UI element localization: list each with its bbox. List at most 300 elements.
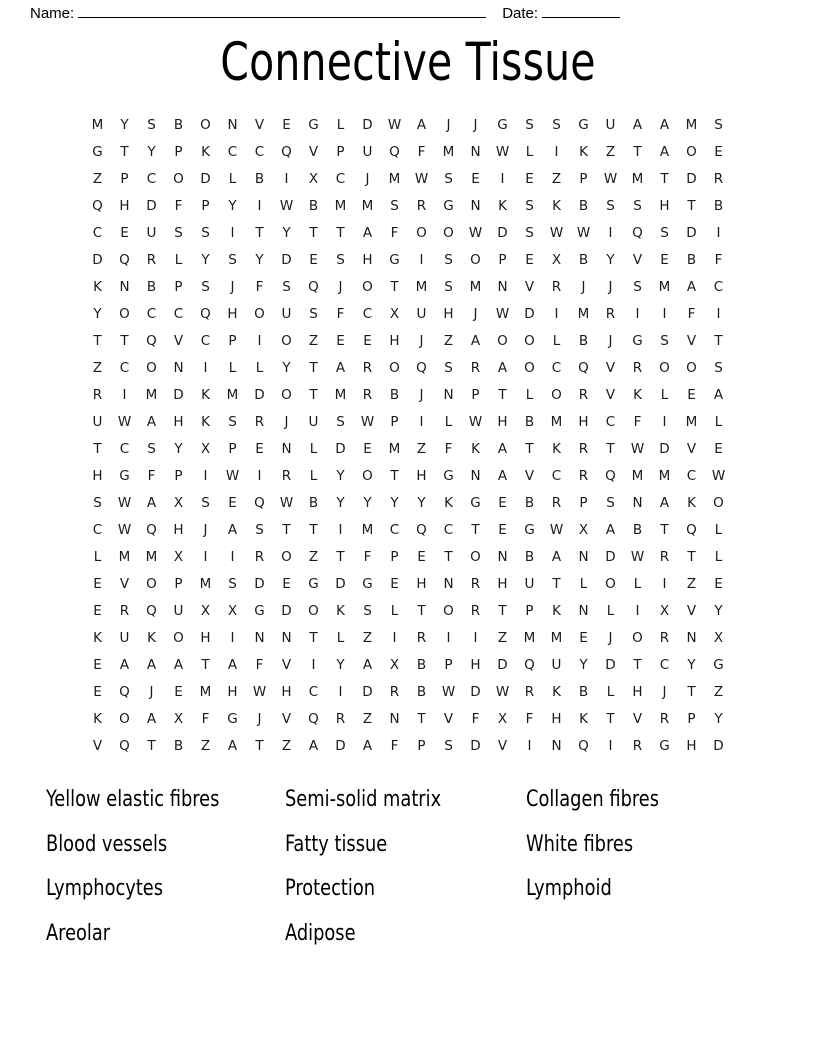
grid-cell[interactable]: B bbox=[524, 548, 535, 565]
grid-cell[interactable]: M bbox=[226, 386, 239, 403]
grid-cell[interactable]: P bbox=[444, 656, 453, 673]
grid-cell[interactable]: O bbox=[200, 116, 211, 133]
grid-cell[interactable]: C bbox=[335, 170, 346, 187]
grid-cell[interactable]: P bbox=[228, 440, 237, 457]
grid-cell[interactable]: D bbox=[470, 737, 481, 754]
grid-cell[interactable]: I bbox=[338, 683, 343, 700]
grid-cell[interactable]: L bbox=[336, 116, 345, 133]
grid-cell[interactable]: Q bbox=[578, 359, 589, 376]
grid-cell[interactable]: Q bbox=[389, 143, 400, 160]
grid-cell[interactable]: I bbox=[554, 143, 559, 160]
grid-cell[interactable]: J bbox=[149, 683, 154, 700]
grid-cell[interactable]: F bbox=[147, 467, 156, 484]
grid-cell[interactable]: F bbox=[687, 305, 696, 322]
grid-cell[interactable]: Q bbox=[605, 467, 616, 484]
grid-cell[interactable]: A bbox=[497, 359, 508, 376]
grid-cell[interactable]: E bbox=[471, 170, 480, 187]
grid-cell[interactable]: O bbox=[281, 548, 292, 565]
grid-cell[interactable]: I bbox=[230, 629, 235, 646]
grid-cell[interactable]: X bbox=[713, 629, 724, 646]
grid-cell[interactable]: A bbox=[335, 359, 346, 376]
grid-cell[interactable]: S bbox=[525, 224, 534, 241]
grid-cell[interactable]: Z bbox=[551, 170, 562, 187]
grid-cell[interactable]: H bbox=[497, 413, 508, 430]
grid-cell[interactable]: R bbox=[254, 548, 265, 565]
grid-cell[interactable]: N bbox=[551, 737, 562, 754]
grid-cell[interactable]: H bbox=[227, 683, 238, 700]
grid-cell[interactable]: O bbox=[308, 602, 319, 619]
grid-cell[interactable]: M bbox=[199, 683, 212, 700]
grid-cell[interactable]: W bbox=[252, 683, 267, 700]
grid-cell[interactable]: G bbox=[254, 602, 265, 619]
grid-cell[interactable]: T bbox=[255, 737, 264, 754]
grid-cell[interactable]: G bbox=[524, 521, 535, 538]
grid-cell[interactable]: M bbox=[334, 197, 347, 214]
grid-cell[interactable]: M bbox=[685, 413, 698, 430]
grid-cell[interactable]: K bbox=[498, 197, 507, 214]
grid-cell[interactable]: J bbox=[257, 710, 262, 727]
grid-cell[interactable]: O bbox=[146, 359, 157, 376]
word-list-item[interactable]: White fibres bbox=[526, 831, 634, 857]
grid-cell[interactable]: E bbox=[93, 656, 102, 673]
grid-cell[interactable]: D bbox=[281, 602, 292, 619]
grid-cell[interactable]: O bbox=[470, 548, 481, 565]
grid-cell[interactable]: W bbox=[360, 413, 375, 430]
grid-cell[interactable]: R bbox=[605, 305, 616, 322]
grid-cell[interactable]: C bbox=[227, 143, 238, 160]
grid-cell[interactable]: R bbox=[713, 170, 724, 187]
grid-cell[interactable]: V bbox=[686, 440, 697, 457]
grid-cell[interactable]: R bbox=[632, 737, 643, 754]
grid-cell[interactable]: N bbox=[281, 440, 292, 457]
grid-cell[interactable]: H bbox=[443, 305, 454, 322]
grid-cell[interactable]: C bbox=[659, 656, 670, 673]
grid-cell[interactable]: K bbox=[336, 602, 345, 619]
grid-cell[interactable]: E bbox=[525, 170, 534, 187]
grid-cell[interactable]: D bbox=[659, 440, 670, 457]
grid-cell[interactable]: P bbox=[201, 197, 210, 214]
grid-cell[interactable]: T bbox=[93, 332, 102, 349]
grid-cell[interactable]: Q bbox=[632, 224, 643, 241]
grid-cell[interactable]: S bbox=[660, 224, 669, 241]
grid-cell[interactable]: Y bbox=[336, 656, 345, 673]
grid-cell[interactable]: E bbox=[309, 251, 318, 268]
grid-cell[interactable]: H bbox=[389, 332, 400, 349]
grid-cell[interactable]: K bbox=[633, 386, 642, 403]
grid-cell[interactable]: M bbox=[145, 548, 158, 565]
grid-cell[interactable]: E bbox=[120, 224, 129, 241]
grid-cell[interactable]: P bbox=[336, 143, 345, 160]
grid-cell[interactable]: P bbox=[579, 170, 588, 187]
grid-cell[interactable]: Y bbox=[714, 710, 723, 727]
grid-cell[interactable]: T bbox=[525, 440, 534, 457]
grid-cell[interactable]: L bbox=[309, 440, 318, 457]
grid-cell[interactable]: W bbox=[414, 170, 429, 187]
grid-cell[interactable]: P bbox=[174, 143, 183, 160]
grid-cell[interactable]: L bbox=[606, 683, 615, 700]
grid-cell[interactable]: Q bbox=[200, 305, 211, 322]
grid-cell[interactable]: K bbox=[93, 710, 102, 727]
grid-cell[interactable]: J bbox=[230, 278, 235, 295]
grid-cell[interactable]: S bbox=[390, 197, 399, 214]
grid-cell[interactable]: V bbox=[524, 467, 535, 484]
grid-cell[interactable]: F bbox=[336, 305, 345, 322]
grid-cell[interactable]: P bbox=[174, 467, 183, 484]
word-list-item[interactable]: Yellow elastic fibres bbox=[46, 787, 220, 812]
grid-cell[interactable]: P bbox=[498, 251, 507, 268]
grid-cell[interactable]: T bbox=[498, 602, 507, 619]
grid-cell[interactable]: U bbox=[605, 116, 616, 133]
grid-cell[interactable]: O bbox=[605, 575, 616, 592]
grid-cell[interactable]: W bbox=[117, 494, 132, 511]
grid-cell[interactable]: K bbox=[552, 683, 561, 700]
grid-cell[interactable]: T bbox=[309, 359, 318, 376]
grid-cell[interactable]: X bbox=[497, 710, 508, 727]
grid-cell[interactable]: G bbox=[578, 116, 589, 133]
grid-cell[interactable]: L bbox=[660, 386, 669, 403]
grid-cell[interactable]: W bbox=[468, 224, 483, 241]
grid-cell[interactable]: W bbox=[117, 521, 132, 538]
grid-cell[interactable]: Z bbox=[362, 710, 373, 727]
grid-cell[interactable]: Z bbox=[443, 332, 454, 349]
grid-cell[interactable]: L bbox=[228, 359, 237, 376]
grid-cell[interactable]: H bbox=[497, 575, 508, 592]
grid-cell[interactable]: S bbox=[714, 359, 723, 376]
grid-cell[interactable]: B bbox=[578, 683, 589, 700]
grid-cell[interactable]: A bbox=[497, 467, 508, 484]
grid-cell[interactable]: A bbox=[605, 521, 616, 538]
grid-cell[interactable]: S bbox=[93, 494, 102, 511]
grid-cell[interactable]: A bbox=[470, 332, 481, 349]
grid-cell[interactable]: F bbox=[417, 143, 426, 160]
grid-cell[interactable]: U bbox=[524, 575, 535, 592]
grid-cell[interactable]: I bbox=[338, 521, 343, 538]
grid-cell[interactable]: C bbox=[362, 305, 373, 322]
grid-cell[interactable]: D bbox=[497, 656, 508, 673]
grid-cell[interactable]: L bbox=[633, 575, 642, 592]
grid-cell[interactable]: S bbox=[714, 116, 723, 133]
grid-cell[interactable]: H bbox=[173, 521, 184, 538]
grid-cell[interactable]: E bbox=[228, 494, 237, 511]
grid-cell[interactable]: X bbox=[200, 440, 211, 457]
grid-cell[interactable]: L bbox=[174, 251, 183, 268]
word-search-grid[interactable] bbox=[84, 112, 732, 760]
grid-cell[interactable]: T bbox=[309, 224, 318, 241]
grid-cell[interactable]: F bbox=[390, 737, 399, 754]
grid-cell[interactable]: E bbox=[714, 143, 723, 160]
grid-cell[interactable]: T bbox=[390, 278, 399, 295]
grid-cell[interactable]: U bbox=[281, 305, 292, 322]
grid-cell[interactable]: A bbox=[416, 116, 427, 133]
grid-cell[interactable]: Q bbox=[119, 251, 130, 268]
grid-cell[interactable]: Y bbox=[417, 494, 426, 511]
grid-cell[interactable]: H bbox=[578, 413, 589, 430]
grid-cell[interactable]: N bbox=[227, 116, 238, 133]
grid-cell[interactable]: W bbox=[441, 683, 456, 700]
grid-cell[interactable]: Y bbox=[174, 440, 183, 457]
grid-cell[interactable]: V bbox=[686, 332, 697, 349]
grid-cell[interactable]: A bbox=[173, 656, 184, 673]
grid-cell[interactable]: O bbox=[497, 332, 508, 349]
grid-cell[interactable]: F bbox=[471, 710, 480, 727]
grid-cell[interactable]: W bbox=[549, 224, 564, 241]
grid-cell[interactable]: Z bbox=[281, 737, 292, 754]
grid-cell[interactable]: T bbox=[687, 548, 696, 565]
grid-cell[interactable]: D bbox=[362, 116, 373, 133]
grid-cell[interactable]: V bbox=[632, 251, 643, 268]
grid-cell[interactable]: Z bbox=[416, 440, 427, 457]
grid-cell[interactable]: Q bbox=[281, 143, 292, 160]
grid-cell[interactable]: M bbox=[523, 629, 536, 646]
grid-cell[interactable]: I bbox=[662, 305, 667, 322]
grid-cell[interactable]: I bbox=[527, 737, 532, 754]
grid-cell[interactable]: E bbox=[93, 575, 102, 592]
grid-cell[interactable]: W bbox=[630, 440, 645, 457]
grid-cell[interactable]: A bbox=[659, 143, 670, 160]
grid-cell[interactable]: N bbox=[119, 278, 130, 295]
grid-cell[interactable]: X bbox=[173, 494, 184, 511]
grid-cell[interactable]: T bbox=[687, 197, 696, 214]
grid-cell[interactable]: T bbox=[309, 521, 318, 538]
grid-cell[interactable]: Q bbox=[146, 521, 157, 538]
grid-cell[interactable]: T bbox=[336, 548, 345, 565]
grid-cell[interactable]: F bbox=[390, 224, 399, 241]
grid-cell[interactable]: D bbox=[713, 737, 724, 754]
grid-cell[interactable]: I bbox=[662, 575, 667, 592]
grid-cell[interactable]: V bbox=[254, 116, 265, 133]
grid-cell[interactable]: O bbox=[389, 359, 400, 376]
grid-cell[interactable]: A bbox=[146, 413, 157, 430]
grid-cell[interactable]: S bbox=[444, 737, 453, 754]
grid-cell[interactable]: N bbox=[443, 575, 454, 592]
name-write-line[interactable] bbox=[78, 6, 486, 18]
grid-cell[interactable]: N bbox=[443, 386, 454, 403]
grid-cell[interactable]: K bbox=[687, 494, 696, 511]
grid-cell[interactable]: V bbox=[632, 710, 643, 727]
grid-cell[interactable]: I bbox=[284, 170, 289, 187]
grid-cell[interactable]: Z bbox=[308, 332, 319, 349]
grid-cell[interactable]: O bbox=[281, 332, 292, 349]
grid-cell[interactable]: K bbox=[93, 629, 102, 646]
grid-cell[interactable]: T bbox=[417, 710, 426, 727]
grid-cell[interactable]: N bbox=[578, 548, 589, 565]
grid-cell[interactable]: O bbox=[416, 224, 427, 241]
grid-cell[interactable]: I bbox=[203, 548, 208, 565]
grid-cell[interactable]: M bbox=[361, 197, 374, 214]
grid-cell[interactable]: D bbox=[362, 683, 373, 700]
grid-cell[interactable]: Q bbox=[146, 332, 157, 349]
grid-cell[interactable]: W bbox=[549, 521, 564, 538]
grid-cell[interactable]: R bbox=[632, 359, 643, 376]
grid-cell[interactable]: R bbox=[524, 683, 535, 700]
grid-cell[interactable]: C bbox=[173, 305, 184, 322]
grid-cell[interactable]: V bbox=[605, 359, 616, 376]
grid-cell[interactable]: J bbox=[338, 278, 343, 295]
grid-cell[interactable]: E bbox=[498, 521, 507, 538]
grid-cell[interactable]: O bbox=[713, 494, 724, 511]
grid-cell[interactable]: G bbox=[497, 116, 508, 133]
grid-cell[interactable]: O bbox=[686, 143, 697, 160]
grid-cell[interactable]: A bbox=[146, 710, 157, 727]
grid-cell[interactable]: N bbox=[173, 359, 184, 376]
grid-cell[interactable]: A bbox=[686, 278, 697, 295]
word-list-item[interactable]: Blood vessels bbox=[46, 831, 168, 857]
grid-cell[interactable]: T bbox=[444, 548, 453, 565]
grid-cell[interactable]: C bbox=[389, 521, 400, 538]
grid-cell[interactable]: A bbox=[308, 737, 319, 754]
grid-cell[interactable]: P bbox=[471, 386, 480, 403]
grid-cell[interactable]: Q bbox=[524, 656, 535, 673]
grid-cell[interactable]: B bbox=[416, 656, 427, 673]
grid-cell[interactable]: O bbox=[281, 386, 292, 403]
grid-cell[interactable]: H bbox=[92, 467, 103, 484]
grid-cell[interactable]: I bbox=[716, 224, 721, 241]
grid-cell[interactable]: A bbox=[362, 656, 373, 673]
grid-cell[interactable]: L bbox=[309, 467, 318, 484]
grid-cell[interactable]: A bbox=[551, 548, 562, 565]
grid-cell[interactable]: L bbox=[255, 359, 264, 376]
word-list-item[interactable]: Lymphocytes bbox=[46, 876, 164, 901]
grid-cell[interactable]: N bbox=[578, 602, 589, 619]
grid-cell[interactable]: M bbox=[631, 170, 644, 187]
grid-cell[interactable]: I bbox=[419, 413, 424, 430]
grid-cell[interactable]: M bbox=[91, 116, 104, 133]
grid-cell[interactable]: N bbox=[497, 278, 508, 295]
grid-cell[interactable]: H bbox=[551, 710, 562, 727]
grid-cell[interactable]: N bbox=[470, 143, 481, 160]
grid-cell[interactable]: S bbox=[174, 224, 183, 241]
grid-cell[interactable]: I bbox=[257, 197, 262, 214]
grid-cell[interactable]: Q bbox=[416, 521, 427, 538]
word-list-item[interactable]: Adipose bbox=[285, 920, 356, 946]
grid-cell[interactable]: F bbox=[201, 710, 210, 727]
grid-cell[interactable]: F bbox=[255, 278, 264, 295]
grid-cell[interactable]: G bbox=[470, 494, 481, 511]
grid-cell[interactable]: Y bbox=[336, 494, 345, 511]
grid-cell[interactable]: G bbox=[362, 575, 373, 592]
grid-cell[interactable]: O bbox=[254, 305, 265, 322]
grid-cell[interactable]: V bbox=[281, 710, 292, 727]
grid-cell[interactable]: J bbox=[662, 683, 667, 700]
grid-cell[interactable]: N bbox=[632, 494, 643, 511]
grid-cell[interactable]: W bbox=[225, 467, 240, 484]
grid-cell[interactable]: C bbox=[686, 467, 697, 484]
grid-cell[interactable]: R bbox=[416, 197, 427, 214]
grid-cell[interactable]: S bbox=[309, 305, 318, 322]
grid-cell[interactable]: E bbox=[714, 575, 723, 592]
grid-cell[interactable]: R bbox=[335, 710, 346, 727]
grid-cell[interactable]: E bbox=[687, 386, 696, 403]
grid-cell[interactable]: I bbox=[608, 737, 613, 754]
grid-cell[interactable]: S bbox=[606, 197, 615, 214]
grid-cell[interactable]: I bbox=[473, 629, 478, 646]
grid-cell[interactable]: M bbox=[361, 521, 374, 538]
grid-cell[interactable]: O bbox=[362, 278, 373, 295]
grid-cell[interactable]: C bbox=[119, 359, 130, 376]
grid-cell[interactable]: A bbox=[362, 224, 373, 241]
grid-cell[interactable]: D bbox=[173, 386, 184, 403]
grid-cell[interactable]: W bbox=[279, 197, 294, 214]
grid-cell[interactable]: M bbox=[145, 386, 158, 403]
grid-cell[interactable]: M bbox=[685, 116, 698, 133]
grid-cell[interactable]: P bbox=[390, 413, 399, 430]
grid-cell[interactable]: J bbox=[284, 413, 289, 430]
grid-cell[interactable]: Q bbox=[119, 683, 130, 700]
grid-cell[interactable]: O bbox=[173, 170, 184, 187]
grid-cell[interactable]: A bbox=[497, 440, 508, 457]
grid-cell[interactable]: G bbox=[443, 467, 454, 484]
grid-cell[interactable]: S bbox=[552, 116, 561, 133]
grid-cell[interactable]: D bbox=[200, 170, 211, 187]
grid-cell[interactable]: N bbox=[281, 629, 292, 646]
grid-cell[interactable]: T bbox=[606, 440, 615, 457]
grid-cell[interactable]: T bbox=[309, 386, 318, 403]
grid-cell[interactable]: T bbox=[255, 224, 264, 241]
grid-cell[interactable]: H bbox=[632, 683, 643, 700]
grid-cell[interactable]: I bbox=[608, 224, 613, 241]
grid-cell[interactable]: S bbox=[444, 359, 453, 376]
grid-cell[interactable]: R bbox=[389, 683, 400, 700]
grid-cell[interactable]: L bbox=[444, 413, 453, 430]
grid-cell[interactable]: V bbox=[524, 278, 535, 295]
word-list-item[interactable]: Fatty tissue bbox=[285, 831, 388, 857]
grid-cell[interactable]: N bbox=[470, 197, 481, 214]
grid-cell[interactable]: Y bbox=[687, 656, 696, 673]
grid-cell[interactable]: L bbox=[228, 170, 237, 187]
grid-cell[interactable]: V bbox=[497, 737, 508, 754]
grid-cell[interactable]: P bbox=[417, 737, 426, 754]
grid-cell[interactable]: K bbox=[471, 440, 480, 457]
grid-cell[interactable]: B bbox=[389, 386, 400, 403]
grid-cell[interactable]: G bbox=[119, 467, 130, 484]
grid-cell[interactable]: P bbox=[120, 170, 129, 187]
grid-cell[interactable]: T bbox=[498, 386, 507, 403]
grid-cell[interactable]: I bbox=[203, 359, 208, 376]
grid-cell[interactable]: O bbox=[119, 710, 130, 727]
grid-cell[interactable]: B bbox=[578, 332, 589, 349]
grid-cell[interactable]: I bbox=[230, 224, 235, 241]
grid-cell[interactable]: X bbox=[389, 305, 400, 322]
grid-cell[interactable]: A bbox=[659, 494, 670, 511]
grid-cell[interactable]: D bbox=[335, 737, 346, 754]
grid-cell[interactable]: S bbox=[336, 251, 345, 268]
grid-cell[interactable]: M bbox=[442, 143, 455, 160]
grid-cell[interactable]: E bbox=[93, 602, 102, 619]
grid-cell[interactable]: P bbox=[174, 278, 183, 295]
grid-cell[interactable]: L bbox=[579, 575, 588, 592]
grid-cell[interactable]: M bbox=[658, 278, 671, 295]
grid-cell[interactable]: E bbox=[336, 332, 345, 349]
grid-cell[interactable]: B bbox=[416, 683, 427, 700]
grid-cell[interactable]: L bbox=[336, 629, 345, 646]
grid-cell[interactable]: B bbox=[632, 521, 643, 538]
grid-cell[interactable]: T bbox=[201, 656, 210, 673]
grid-cell[interactable]: I bbox=[446, 629, 451, 646]
grid-cell[interactable]: F bbox=[174, 197, 183, 214]
grid-cell[interactable]: G bbox=[659, 737, 670, 754]
grid-cell[interactable]: F bbox=[525, 710, 534, 727]
grid-cell[interactable]: Y bbox=[282, 359, 291, 376]
grid-cell[interactable]: D bbox=[470, 683, 481, 700]
grid-cell[interactable]: G bbox=[389, 251, 400, 268]
grid-cell[interactable]: J bbox=[446, 116, 451, 133]
grid-cell[interactable]: N bbox=[254, 629, 265, 646]
grid-cell[interactable]: C bbox=[605, 413, 616, 430]
grid-cell[interactable]: X bbox=[389, 656, 400, 673]
grid-cell[interactable]: S bbox=[363, 602, 372, 619]
grid-cell[interactable]: Q bbox=[578, 737, 589, 754]
grid-cell[interactable]: B bbox=[524, 494, 535, 511]
